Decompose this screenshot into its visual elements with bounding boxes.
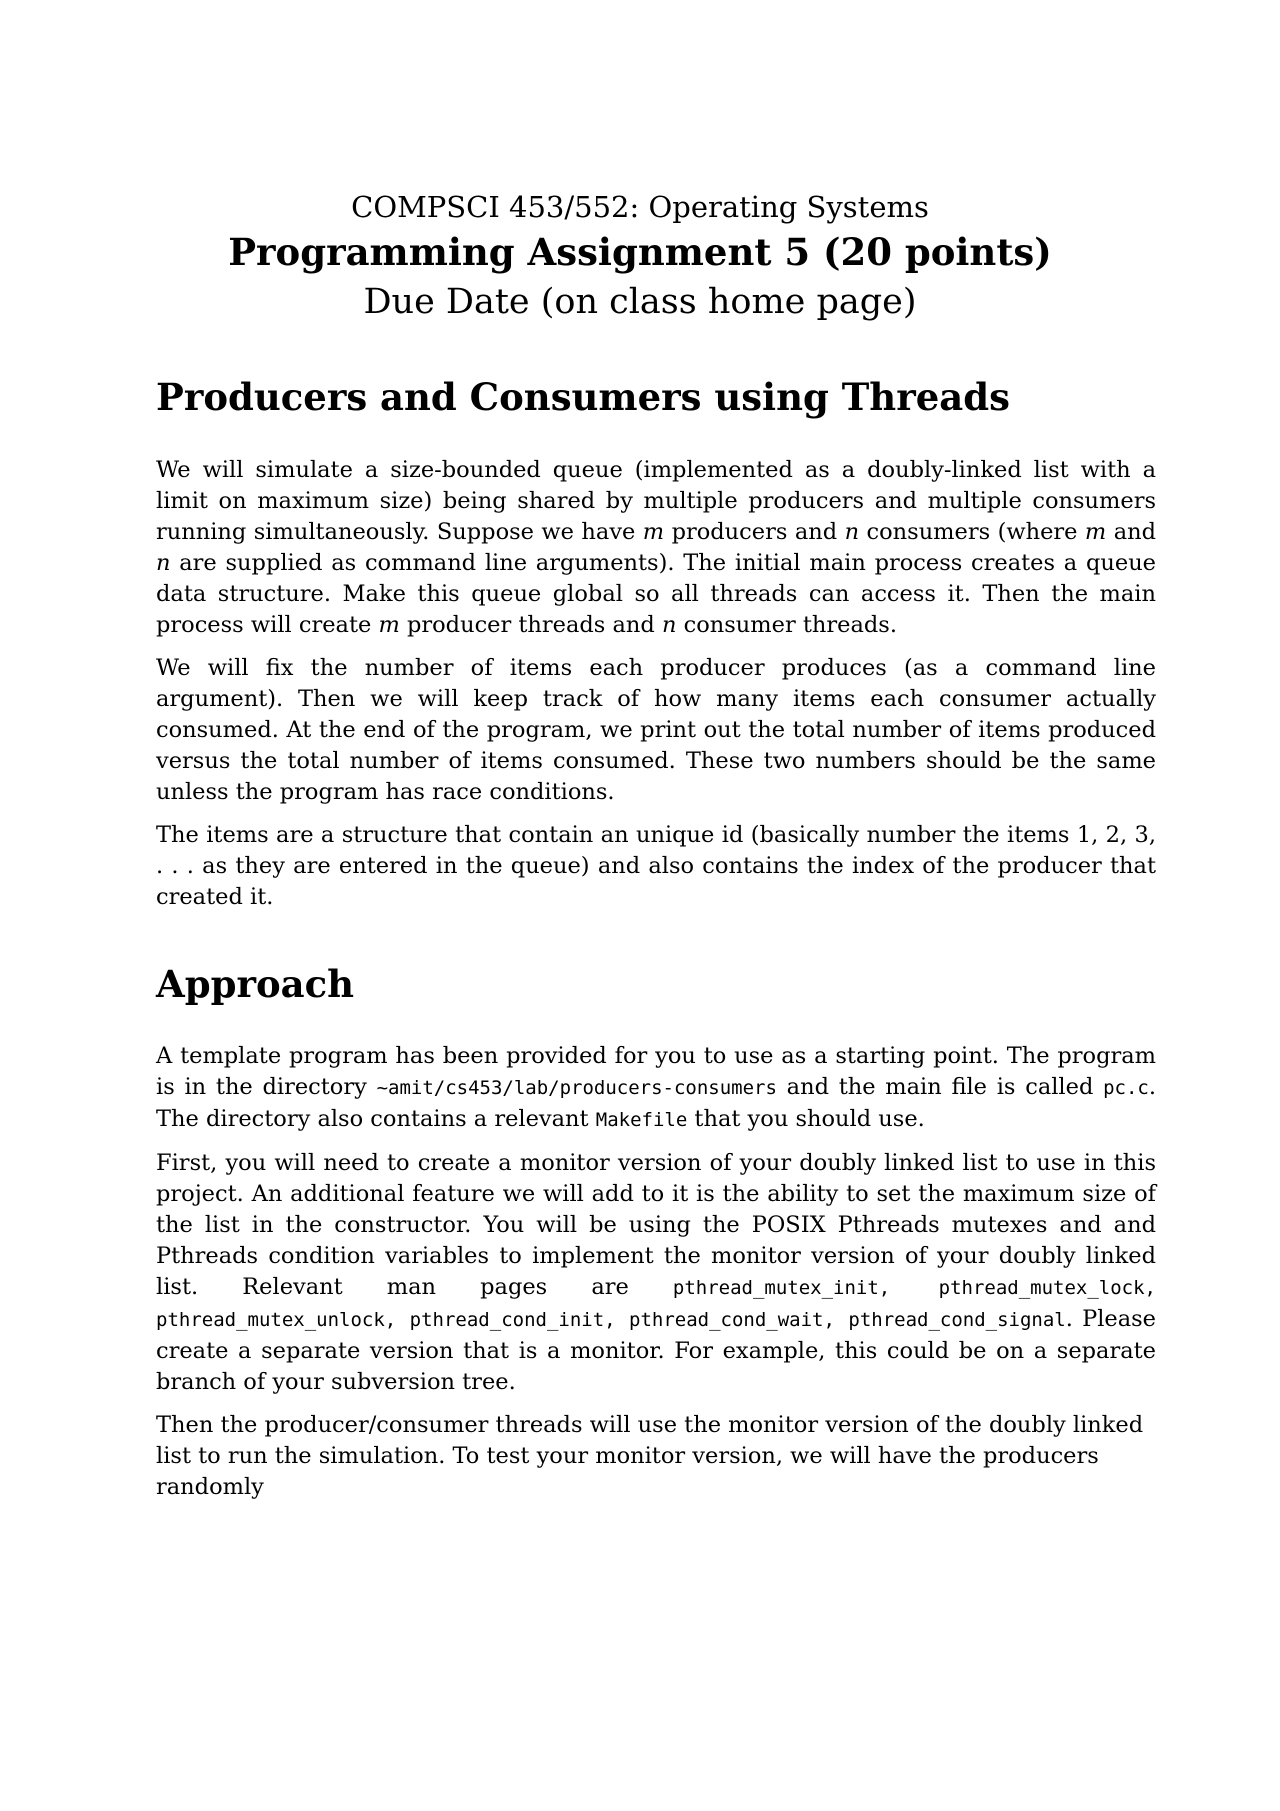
paragraph xyxy=(156,1148,1156,1398)
section-heading-approach: Approach xyxy=(156,962,355,1006)
section-body-producers-consumers xyxy=(156,455,1156,925)
section-body-approach xyxy=(156,1041,1156,1515)
paragraph xyxy=(156,455,1156,641)
text-run: producer threads and xyxy=(399,612,662,638)
text-run: that you should use. xyxy=(687,1106,925,1132)
variable-n: n xyxy=(844,519,860,545)
paragraph: The items are a structure that contain an unique id (basically number the items 1, 2, 3, . . . as they are entered in the queue) and also contains the index of the producer that created it. xyxy=(156,822,1156,910)
main-file-name: pc.c xyxy=(1103,1077,1149,1099)
text-run: We will simulate a size-bounded queue (implemented as a doubly-linked list with a limit on maximum size) being shared by multiple producers and multiple consumers running simultaneously. Suppose we have xyxy=(156,457,1156,545)
makefile-name: Makefile xyxy=(595,1109,688,1131)
text-run: and xyxy=(1106,519,1157,545)
course-title: COMPSCI 453/552: Operating Systems xyxy=(351,190,929,224)
text-run: consumers (where xyxy=(859,519,1085,545)
text-run: A template program has been provided for you to use as a starting point. The program is in the directory xyxy=(156,1043,1156,1100)
assignment-title: Programming Assignment 5 (20 points) xyxy=(228,230,1052,274)
text-run: and the main file is called xyxy=(776,1074,1104,1100)
variable-m: m xyxy=(642,519,665,545)
pthread-function-list: pthread_mutex_init, pthread_mutex_lock, pthread_mutex_unlock, pthread_cond_init, pthread_cond_wait, pthread_cond_signal xyxy=(156,1277,1156,1331)
variable-n: n xyxy=(156,550,171,576)
variable-n: n xyxy=(661,612,677,638)
text-run: . Please create a separate version that is a monitor. For example, this could be on a separate branch of your subversion tree. xyxy=(156,1306,1157,1395)
variable-m: m xyxy=(378,612,400,638)
text-run: producers and xyxy=(664,519,845,545)
paragraph: We will fix the number of items each producer produces (as a command line argument). Then we will keep track of how many items each consumer actually consumed. At the end of the program, we print out the total number of items produced versus the total number of items consumed. These two numbers should be the same unless the program has race conditions. xyxy=(156,655,1156,805)
text-run: are supplied as command line arguments). The initial main process creates a queue data structure. Make this queue global so all threads can access it. Then the main process will create xyxy=(156,550,1156,638)
paragraph: Then the producer/consumer threads will use the monitor version of the doubly linked list to run the simulation. To test your monitor version, we will have the producers randomly xyxy=(156,1412,1144,1500)
section-heading-producers-consumers: Producers and Consumers using Threads xyxy=(156,375,1010,419)
paragraph xyxy=(156,1041,1156,1136)
variable-m: m xyxy=(1084,519,1107,545)
text-run: consumer threads. xyxy=(676,612,897,638)
directory-path: ~amit/cs453/lab/producers-consumers xyxy=(376,1077,777,1099)
text-run: First, you will need to create a monitor version of your doubly linked list to use in this project. An additional feature we will add to it is the ability to set the maximum size of the list in the constructor. You will be using the POSIX Pthreads mutexes and and Pthreads condition variables to implement the monitor version of your doubly linked list. Relevant man pages are xyxy=(156,1150,1156,1300)
text-run: . The directory also contains a relevant xyxy=(156,1074,1157,1132)
due-date: Due Date (on class home page) xyxy=(363,282,917,322)
